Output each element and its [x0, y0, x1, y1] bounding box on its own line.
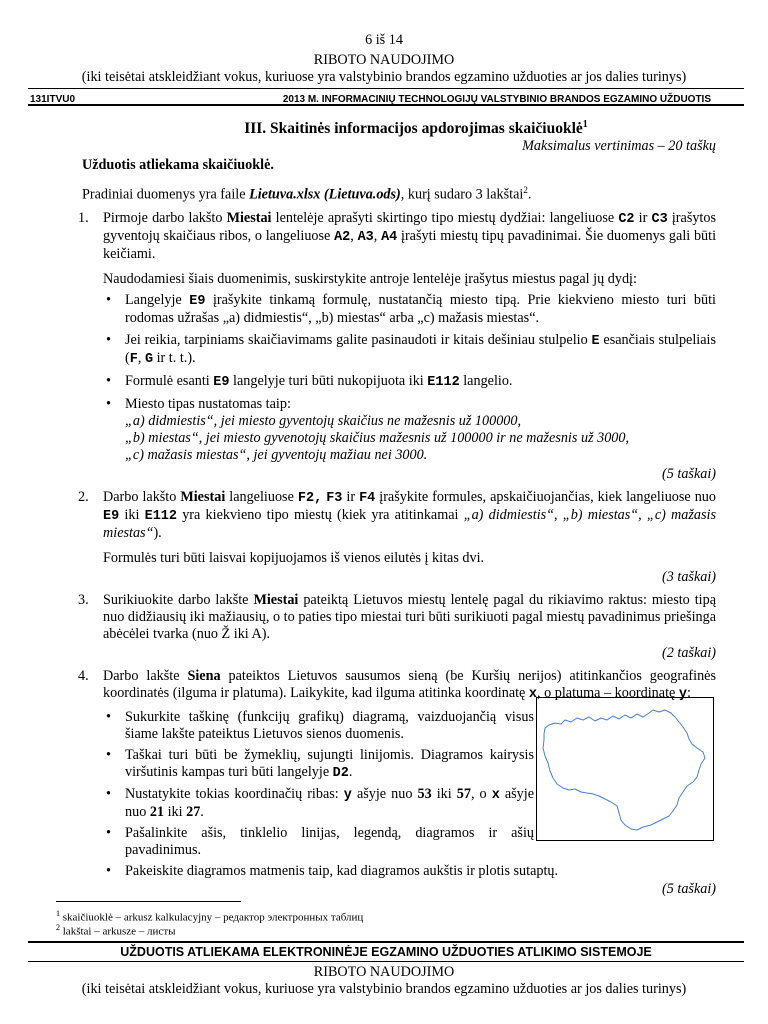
task-note: Užduotis atliekama skaičiuoklė.	[82, 157, 274, 174]
cell-ref-f4: F4	[359, 490, 376, 506]
q3-a: Surikiuokite darbo lakšte	[103, 591, 254, 608]
q4-c: , o platuma – koordinatę	[537, 684, 679, 701]
q3-points: (2 taškai)	[662, 644, 716, 661]
cell-ref-f2: F2,	[297, 490, 323, 506]
q4-b3-f: iki	[164, 803, 187, 820]
bullet-icon: •	[106, 708, 111, 725]
q4-sheet-name: Siena	[187, 667, 221, 684]
q1-sep1: ,	[350, 227, 358, 244]
q1-b2-d: ir t. t.).	[153, 349, 196, 366]
q1-sep2: ,	[373, 227, 382, 244]
q1-text-e: įrašyti miestų tipų pavadinimai. Šie duomenys gali būti keičiami.	[103, 227, 717, 262]
q1-rule-a: „a) didmiestis“, jei miesto gyventojų skaičius ne mažesnis už 100000,	[125, 412, 522, 429]
q4-bullet-4	[56, 825, 534, 859]
q1-bullet-2	[56, 332, 716, 368]
column-ref-f: F	[129, 351, 138, 367]
q1-rule-c: „c) mažasis miestas“, jei gyventojų mažiau nei 3000.	[125, 446, 428, 463]
restricted-note: (iki teisėtai atskleidžiant vokus, kuriuose yra valstybinio brandos egzamino užduoties ar jos dalies turinys)	[81, 69, 687, 85]
footnote-1-text: skaičiuoklė – arkusz kalkulacyjny – редактор электронных таблиц	[60, 911, 364, 924]
q4-b2-a: Taškai turi būti be žymeklių, sujungti linijomis. Diagramos kairysis viršutinis kampas turi būti langelyje	[125, 746, 534, 780]
q1-text-d: įrašytos gyventojų skaičiaus ribos, o langeliuose	[103, 209, 716, 244]
footnote-2-text: lakštai – arkusze – листы	[60, 925, 176, 938]
question-1-number: 1.	[78, 209, 89, 226]
q4-d: :	[686, 684, 691, 701]
lithuania-border-chart	[536, 697, 714, 841]
exam-title: 2013 M. INFORMACINIŲ TECHNOLOGIJŲ VALSTYBINIO BRANDOS EGZAMINO UŽDUOTIS	[282, 94, 711, 105]
coord-y: y	[343, 787, 352, 803]
cell-ref-c2: C2	[618, 211, 635, 227]
coord-y: y	[678, 686, 687, 702]
section-title-text: III. Skaitinės informacijos apdorojimas skaičiuoklė	[244, 120, 583, 138]
q1-b3-c: langelio.	[459, 372, 513, 389]
column-ref-g: G	[144, 351, 154, 367]
bullet-icon: •	[106, 331, 111, 348]
question-4-number: 4.	[78, 667, 89, 684]
cell-ref-a2: A2	[334, 229, 351, 245]
q4-bullet-3	[56, 786, 534, 821]
cell-ref-e9: E9	[103, 508, 120, 524]
q2-f: yra kiekvieno tipo miestų (kiek yra atitinkamai	[177, 506, 464, 523]
y-from: 53	[417, 785, 432, 802]
intro-a: Pradiniai duomenys yra faile	[82, 186, 250, 203]
q1-b4-title: Miesto tipas nustatomas taip:	[125, 395, 291, 412]
q4-b3-a: Nustatykite tokias koordinačių ribas:	[125, 785, 344, 802]
q3-sheet-name: Miestai	[253, 591, 299, 608]
footer-restricted-note: (iki teisėtai atskleidžiant vokus, kuriuose yra valstybinio brandos egzamino užduoties ar jos dalies turinys)	[81, 981, 687, 997]
footer-rule-bottom	[28, 961, 744, 962]
q2-para-2-text: Formulės turi būti laisvai kopijuojamos iš vienos eilutės į kitas dvi.	[103, 549, 485, 566]
q1-rule-b: „b) miestas“, jei miesto gyvenotojų skaičius mažesnis už 100000 ir ne mažesnis už 3000,	[125, 429, 630, 446]
bullet-icon: •	[106, 395, 111, 412]
q3-b: pateiktą Lietuvos miestų lentelę pagal du rikiavimo raktus: miesto tipą nuo didžiausių iki mažiausių, o to paties tipo miestai turi būti surikiuoti pagal miestų pavadinimus priešinga abėcėlei tvarka (nuo Ž iki A).	[103, 591, 716, 642]
question-3	[56, 592, 716, 643]
cell-ref-e112: E112	[427, 374, 460, 390]
q4-b1: Sukurkite taškinę (funkcijų grafikų) diagramą, vaizduojančią visus šiame lakšte pateiktus Lietuvos sienos duomenis.	[125, 708, 534, 742]
x-from: 21	[149, 803, 165, 820]
question-2	[56, 489, 716, 542]
q4-points: (5 taškai)	[662, 880, 716, 897]
q4-b3-b: ašyje nuo	[351, 785, 418, 802]
q1-b3-b: langelyje turi būti nukopijuota iki	[229, 372, 428, 389]
footnote-ref-1: 1	[582, 119, 588, 130]
bullet-icon: •	[106, 785, 111, 802]
cell-ref-e9: E9	[213, 374, 230, 390]
cell-ref-a4: A4	[381, 229, 398, 245]
question-2-number: 2.	[78, 488, 89, 505]
q4-b3-d: , o	[470, 785, 492, 802]
question-3-number: 3.	[78, 591, 89, 608]
page-number: 6 iš 14	[365, 32, 403, 48]
intro-c: .	[527, 186, 532, 203]
exam-code: 131ITVU0	[30, 94, 76, 105]
lithuania-outline-icon	[537, 698, 713, 840]
question-1-para-2	[56, 271, 716, 288]
q1-para-2-text: Naudodamiesi šiais duomenimis, suskirstykite antroje lentelėje įrašytus miestus pagal jų dydį:	[103, 270, 637, 287]
q4-a: Darbo lakšte	[103, 667, 188, 684]
question-2-para-2	[56, 550, 716, 567]
footnote-2	[56, 921, 176, 939]
coord-x: x	[491, 787, 500, 803]
q4-bullets	[56, 709, 534, 859]
q1-bullet-3	[56, 373, 716, 391]
q4-b2-b: .	[348, 763, 353, 780]
q1-b2-b: esančiais stulpeliais (	[125, 331, 716, 366]
x-to: 27	[186, 803, 201, 820]
q2-e: iki	[119, 506, 145, 523]
intro-b: , kurį sudaro 3 lakštai	[400, 186, 524, 203]
q1-b2-c: ,	[137, 349, 145, 366]
coord-x: x	[528, 686, 538, 702]
q1-b1-b: įrašykite tinkamą formulę, nustatančią miesto tipą. Prie kiekvieno miesto turi būti rodomas užrašas „a) didmiestis“, „b) miestas“ arba „c) mažasis miestas“.	[125, 291, 716, 326]
cell-ref-c3: C3	[651, 211, 668, 227]
bullet-icon: •	[106, 291, 111, 308]
footnote-1-mark: 1	[56, 909, 60, 918]
q2-d: įrašykite formules, apskaičiuojančias, kiek langeliuose nuo	[375, 488, 716, 505]
bullet-icon: •	[106, 746, 111, 763]
q4-b3-c: iki	[431, 785, 457, 802]
restricted-label: RIBOTO NAUDOJIMO	[313, 52, 455, 68]
q1-sheet-name: Miestai	[226, 209, 272, 226]
q2-points: (3 taškai)	[662, 568, 716, 585]
bullet-icon: •	[106, 824, 111, 841]
footnote-ref-2: 2	[523, 185, 528, 196]
q1-text-b: lentelėje aprašyti skirtingo tipo miestų dydžiai: langeliuose	[271, 209, 619, 226]
y-to: 57	[456, 785, 471, 802]
q2-b: langeliuose	[225, 488, 298, 505]
q1-bullet-1	[56, 292, 716, 327]
cell-ref-a3: A3	[357, 229, 374, 245]
bullet-icon: •	[106, 862, 111, 879]
header-rule-top	[28, 88, 744, 89]
intro-text	[82, 182, 716, 204]
q1-text-c: ir	[634, 209, 652, 226]
column-ref-e: E	[591, 333, 600, 349]
q1-b3-a: Formulė esanti	[125, 372, 214, 389]
footnote-rule	[56, 901, 241, 902]
cell-ref-d2: D2	[332, 765, 349, 781]
footer-rule-top	[28, 941, 744, 943]
q1-text-a: Pirmoje darbo lakšto	[103, 209, 227, 226]
header-rule-bottom	[28, 104, 744, 106]
q4-b3-e: ašyje nuo	[125, 785, 535, 820]
q2-types: „a) didmiestis“, „b) miestas“, „c) mažasis miestas“	[103, 506, 716, 541]
q1-b1-a: Langelyje	[125, 291, 190, 308]
question-1	[56, 210, 716, 263]
q2-sheet-name: Miestai	[180, 488, 226, 505]
q4-b3-g: .	[200, 803, 204, 820]
section-title	[116, 116, 716, 137]
q4-b4: Pašalinkite ašis, tinklelio linijas, legendą, diagramos ir ašių pavadinimus.	[125, 824, 534, 858]
footer-restricted-label: RIBOTO NAUDOJIMO	[313, 964, 455, 980]
bullet-icon: •	[106, 372, 111, 389]
q2-g: ).	[153, 524, 162, 541]
q4-bullet-1	[56, 709, 534, 743]
q4-b5: Pakeiskite diagramos matmenis taip, kad diagramos aukštis ir plotis sutaptų.	[125, 862, 559, 879]
footer-system-note: UŽDUOTIS ATLIEKAMA ELEKTRONINĖJE EGZAMINO UŽDUOTIES ATLIKIMO SISTEMOJE	[120, 945, 652, 959]
cell-ref-f3: F3	[326, 490, 343, 506]
q4-b: pateiktos Lietuvos sausumos sieną (be Kuršių nerijos) atitinkančios geografinės koordinatės (ilguma ir platuma). Laikykite, kad ilguma atitinka koordinatę	[103, 667, 716, 701]
q1-bullet-4	[56, 396, 716, 464]
cell-ref-e9: E9	[189, 293, 206, 309]
q4-bullet-5	[56, 863, 716, 880]
q1-points: (5 taškai)	[662, 465, 716, 482]
q1-b2-a: Jei reikia, tarpiniams skaičiavimams galite pasinaudoti ir kitais dešiniau stulpelio	[125, 331, 592, 348]
footnote-2-mark: 2	[56, 923, 60, 932]
intro-file: Lietuva.xlsx (Lietuva.ods)	[249, 186, 401, 203]
max-score: Maksimalus vertinimas – 20 taškų	[522, 138, 716, 155]
q2-a: Darbo lakšto	[103, 488, 181, 505]
cell-ref-e112: E112	[144, 508, 177, 524]
q4-bullet-2	[56, 747, 534, 782]
q2-c: ir	[342, 488, 360, 505]
